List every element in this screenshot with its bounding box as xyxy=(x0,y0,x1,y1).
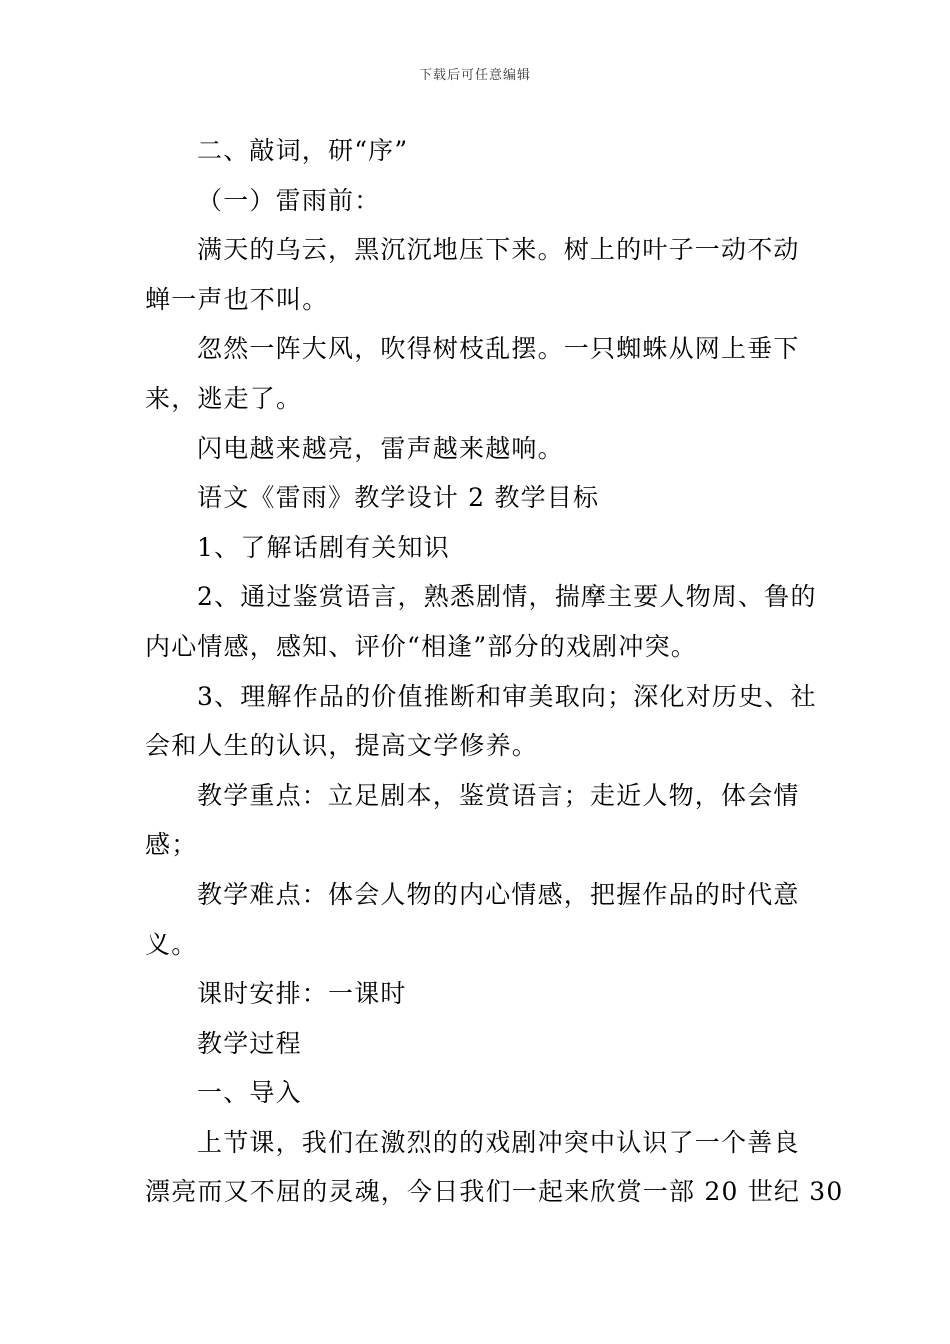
paragraph-line: 漂亮而又不屈的灵魂，今日我们一起来欣赏一部 20 世纪 30 xyxy=(145,1177,844,1207)
paragraph-line: 语文《雷雨》教学设计 2 教学目标 xyxy=(197,483,600,513)
paragraph-line: 蝉一声也不叫。 xyxy=(145,284,329,314)
paragraph-line: 内心情感，感知、评价“相逢”部分的戏剧冲突。 xyxy=(145,631,697,661)
paragraph-line: 教学难点：体会人物的内心情感，把握作品的时代意 xyxy=(197,879,800,909)
paragraph-line: 课时安排：一课时 xyxy=(197,979,407,1009)
paragraph-line: 忽然一阵大风，吹得树枝乱摆。一只蜘蛛从网上垂下 xyxy=(197,334,800,364)
paragraph-line: 感； xyxy=(145,830,198,860)
paragraph-line: 满天的乌云，黑沉沉地压下来。树上的叶子一动不动 xyxy=(197,235,800,265)
paragraph-line: （一）雷雨前： xyxy=(197,185,381,215)
body-text xyxy=(145,126,844,1217)
paragraph-line: 二、敲词，研“序” xyxy=(197,136,409,165)
page-header: 下载后可任意编辑 xyxy=(418,68,531,83)
paragraph-line: 来，逃走了。 xyxy=(145,383,303,413)
paragraph-line: 会和人生的认识，提高文学修养。 xyxy=(145,731,539,761)
paragraph-line: 2、通过鉴赏语言，熟悉剧情，揣摩主要人物周、鲁的 xyxy=(197,582,817,612)
paragraph-line: 上节课，我们在激烈的的戏剧冲突中认识了一个善良 xyxy=(197,1127,800,1157)
paragraph-line: 闪电越来越亮，雷声越来越响。 xyxy=(197,433,564,463)
paragraph-line: 3、理解作品的价值推断和审美取向；深化对历史、社 xyxy=(197,681,817,711)
paragraph-line: 义。 xyxy=(145,929,198,959)
paragraph-line: 教学重点：立足剧本，鉴赏语言；走近人物，体会情 xyxy=(197,780,800,810)
paragraph-line: 1、了解话剧有关知识 xyxy=(197,532,450,562)
paragraph-line: 一、导入 xyxy=(197,1078,302,1108)
paragraph-line: 教学过程 xyxy=(197,1028,302,1058)
